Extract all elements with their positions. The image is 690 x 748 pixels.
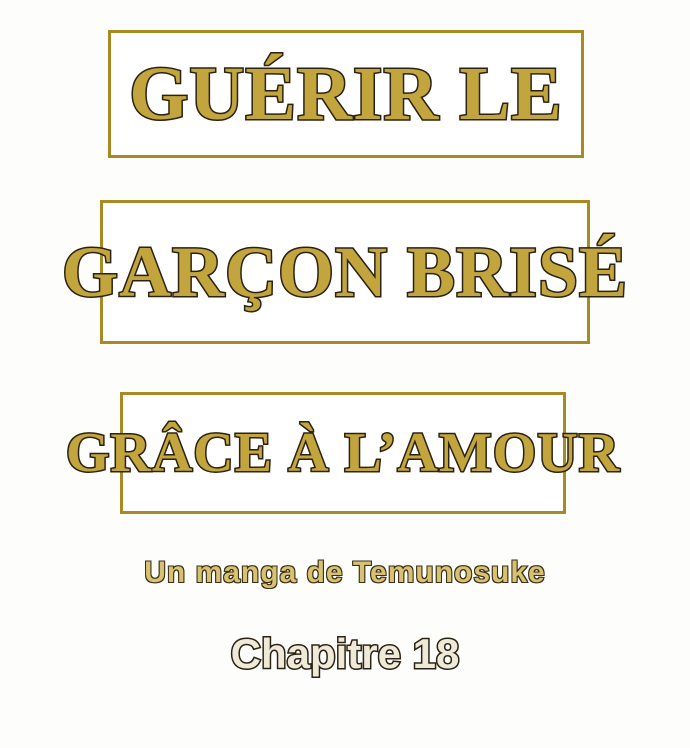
title-line-1-frame	[108, 30, 584, 158]
title-line-2-frame	[61, 200, 629, 344]
title-line-3-frame	[65, 392, 621, 514]
chapter-label: Chapitre 18	[230, 630, 460, 677]
title-line-1-text: GUÉRIR LE	[129, 52, 563, 136]
author-credit: Un manga de Temunosuke	[144, 556, 546, 589]
title-line-3-text: GRÂCE À L’AMOUR	[65, 422, 621, 484]
title-line-2-text: GARÇON BRISÉ	[61, 232, 629, 312]
